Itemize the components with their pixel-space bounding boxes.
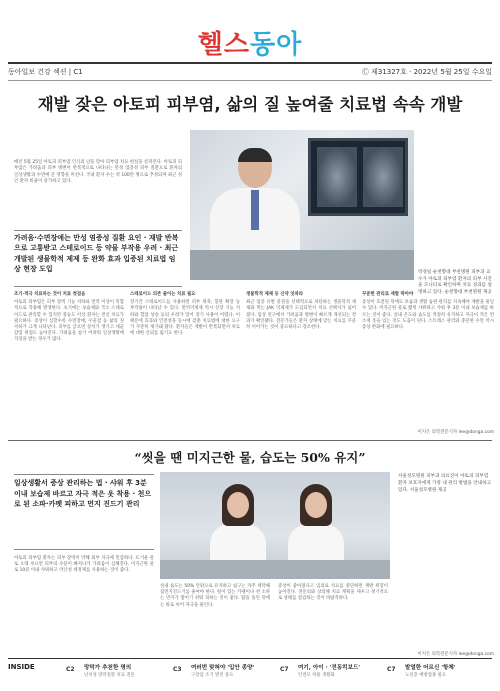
inside-page-number: C3 (173, 666, 182, 673)
subhead2-rule-bottom (14, 549, 154, 550)
table-image (160, 560, 390, 579)
photo2-caption: 서울성모병원 피부과 의료진이 아토피 피부염 환자 보호자에게 가정 내 관리 방법을 안내하고 있다. 서울성모병원 제공 (398, 474, 492, 493)
masthead-title-accent: 헬스 (197, 30, 250, 60)
article-column (246, 292, 356, 331)
main-headline: 재발 잦은 아토피 피부염, 삶의 질 높여줄 치료법 속속 개발 (37, 95, 463, 114)
column-text: 증상이 호전된 뒤에도 보습과 생활 습관 관리를 지속해야 재발을 줄일 수 있다. 미지근한 물로 짧게 샤워하고 샤워 후 3분 이내 보습제를 바르는 것이 좋다. 실내 온도와 습도를 적절히 유지하고 자극이 적은 면 소재 옷을 입는 것도 도움이 된다. 스트레스 관리와 충분한 수면 역시 증상 완화에 필요하다. (362, 300, 494, 331)
masthead-title-rest: 동아 (250, 30, 303, 60)
section-label: 동아일보 건강 섹션 | C1 (8, 68, 83, 76)
inside-link[interactable] (280, 662, 380, 686)
inside-title: 여러번 맞혀야 '입안 종양' (191, 665, 255, 671)
inside-page-number: C2 (66, 666, 75, 673)
article2-column (278, 584, 388, 603)
inside-title: 여기, 아이 · '전동킥보드' (298, 665, 361, 671)
article-column (362, 292, 494, 331)
column-heading: 조기·적극 치료하는 것이 치료 첫걸음 (14, 292, 86, 297)
article-divider (8, 440, 492, 441)
subhead-box: 가려움·수면장애는 만성 염증성 질환 요인 · 재발 반복으로 고통받고 스테로이드 등 약물 부작용 우려 · 최근 개발된 생물학적 제제 등 완화 효과 입증된 치료법 임상 현장 도입 (14, 234, 179, 274)
inside-subtitle: 안전모 착용 생활화 (298, 673, 335, 678)
inside-link[interactable] (387, 662, 487, 686)
inside-page-number: C7 (387, 666, 396, 673)
inside-title: 망막가 추천한 명의 (84, 665, 132, 671)
photo-caption: 박경일 순천향대 부천병원 피부과 교수가 아토피 피부염 환자의 피부 사진을 모니터로 확인하며 치료 경과를 설명하고 있다. 순천향대 부천병원 제공 (418, 270, 492, 295)
inside-link[interactable] (173, 662, 273, 686)
second-headline: “씻을 땐 미지근한 물, 습도는 50% 유지” (134, 450, 366, 465)
section-bar (8, 64, 492, 80)
article-column (14, 292, 124, 344)
column-text: 아토피 피부염 환자는 피부 장벽이 약해 외부 자극에 민감하다. 뜨거운 물로 오래 씻으면 피부의 수분이 빠져나가 가려움이 심해진다. 미지근한 물로 10분 이내 샤워하고 약산성 세정제를 사용하는 것이 좋다. (14, 556, 154, 574)
masthead-title (0, 24, 500, 61)
subhead-rule-top (14, 230, 182, 231)
masthead (0, 0, 500, 62)
column-text: 최근 염증 유발 물질을 선택적으로 차단하는 생물학적 제제와 먹는 JAK 억제제가 도입되면서 치료 선택지가 넓어졌다. 임상 연구에서 가려움과 병변이 빠르게 개선되는 결과가 확인됐다. 전문가들은 환자 상태에 맞는 치료를 꾸준히 이어가는 것이 중요하다고 강조한다. (246, 300, 356, 331)
scan-image (363, 147, 403, 207)
byline2: 이지은 의학전문기자 lee@donga.com (417, 652, 494, 657)
byline: 이지은 의학전문기자 lee@donga.com (417, 430, 494, 435)
column-heading: 스테로이드 의존 줄이는 치료 필요 (130, 292, 196, 297)
footer-rule (8, 658, 492, 659)
inside-label: INSIDE (8, 663, 35, 671)
consultation-photo (160, 472, 390, 579)
article-column (130, 292, 240, 337)
inside-title: 발열한 어르신 '항체' (405, 665, 456, 671)
inside-subtitle: 난치성 망막질환 치료 전문 (84, 673, 135, 678)
scan-image (317, 147, 357, 207)
column-text: 장기간 스테로이드를 사용하면 피부 위축, 혈관 확장 등 부작용이 나타날 수 있다. 면역억제제 역시 신장 기능 저하와 혈압 상승 등의 우려가 있어 장기 사용이 어렵다. 이 때문에 효과와 안전성을 동시에 갖춘 치료법에 대한 요구가 꾸준히 제기돼 왔다. 환자들은 재발이 반복되면서 치료에 대한 신뢰를 잃기도 한다. (130, 300, 240, 337)
column-text: 아토피 피부염은 피부 장벽 기능 저하와 면역 이상이 복합적으로 작용해 발생한다. 초기에는 보습제와 국소 스테로이드로 관리할 수 있지만 중등도 이상 환자는 전신 치료가 필요하다. 증상이 심할수록 수면장애, 우울감 등 삶의 질 저하가 크게 나타난다. 피부를 긁으면 상처가 생기고 세균 감염 위험도 높아진다. 가려움을 참기 어려워 일상생활에 지장을 받는 경우가 많다. (14, 300, 124, 343)
inside-page-number: C7 (280, 666, 289, 673)
inside-footer (8, 660, 492, 688)
inside-subtitle: 구강암 조기 발견 중요 (191, 673, 234, 678)
subhead2-box: 일상생활서 증상 관리하는 법 · 샤워 후 3분 이내 보습제 바르고 자극 적은 옷 착용 · 천으로 된 소파·카펫 피하고 먼지 진드기 관리 (14, 479, 152, 508)
doctor-photo (190, 130, 414, 280)
article2-column (14, 556, 154, 575)
article2-column (160, 584, 270, 609)
monitor-image (308, 138, 408, 216)
column-heading: 생물학적 제제 등 신약 잇따라 (246, 292, 304, 297)
subhead2-rule-top (14, 474, 154, 475)
desk-image (190, 250, 414, 280)
issue-date: Ⓒ 제31327호 · 2022년 5월 25일 수요일 (361, 68, 492, 76)
inside-link[interactable] (66, 662, 166, 686)
inside-subtitle: 노년층 예방접종 필요 (405, 673, 446, 678)
column-heading: 꾸준한 관리로 재발 막아야 (362, 292, 414, 297)
section-rule (8, 80, 492, 81)
column-text: 증상이 좋아졌다고 임의로 치료를 중단하면 재발 위험이 높아진다. 전문의와 상의해 치료 계획을 세우고 정기적으로 상태를 점검하는 것이 바람직하다. (278, 584, 388, 602)
column-text: 실내 습도는 50% 안팎으로 유지하고 침구는 자주 세탁해 집먼지진드기를 줄여야 한다. 털이 있는 카펫이나 천 소파는 먼지가 쌓이기 쉬워 피하는 것이 좋다. 땀을 흘린 뒤에는 바로 씻어 자극을 줄인다. (160, 584, 270, 608)
subhead-rule-bottom (14, 286, 182, 287)
lead-paragraph: 매년 5월 25일 아토피 피부염 인식의 날을 맞아 피부염 치료 현실을 살펴본다. 아토피 피부염은 가려움과 피부 병변이 반복적으로 나타나는 만성 염증성 피부 질환으로 환자의 일상생활과 수면에 큰 영향을 미친다. 국내 환자 수는 약 100만 명으로 추정되며 최근 성인 환자 비율이 증가하고 있다. (14, 160, 182, 185)
